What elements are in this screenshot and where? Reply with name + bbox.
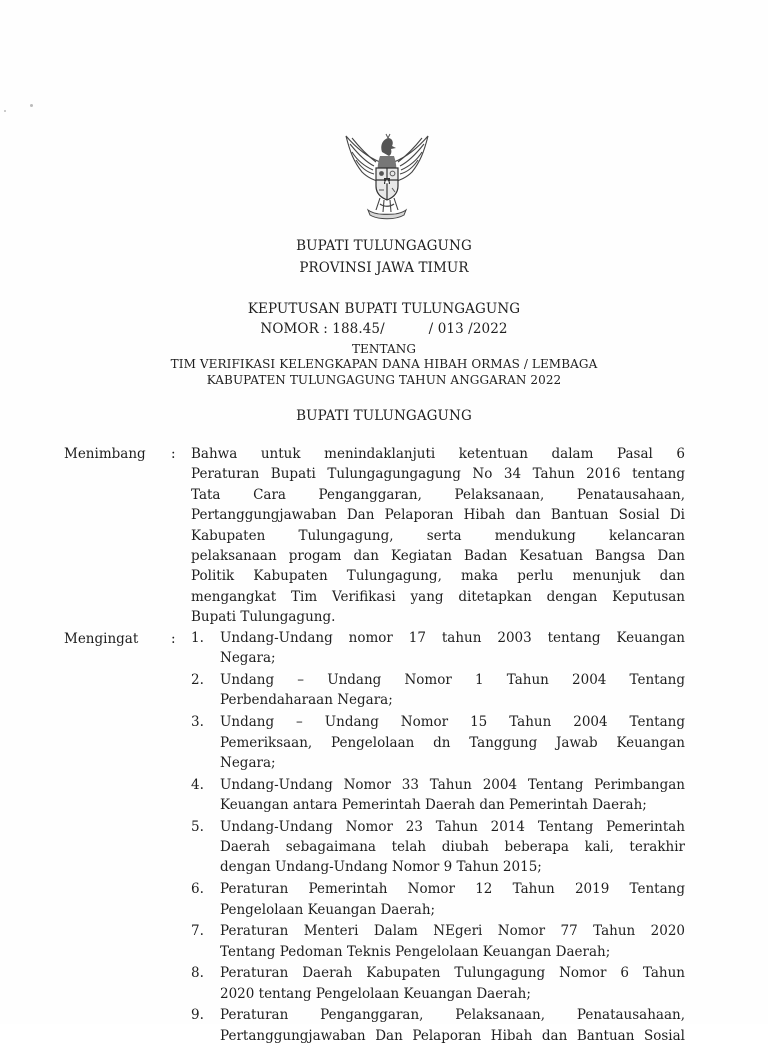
list-item-line: Undang-Undang Nomor 23 Tahun 2014 Tentang Pemerintah [220, 818, 685, 835]
list-item-line: Peraturan Penganggaran, Pelaksanaan, Penatausahaan, [220, 1007, 685, 1024]
list-item-line: 2020 tentang Pengelolaan Keuangan Daerah; [220, 985, 531, 1002]
decree-title: KEPUTUSAN BUPATI TULUNGAGUNG [247, 301, 521, 317]
list-item-line: Keuangan antara Pemerintah Daerah dan Pemerintah Daerah; [220, 797, 647, 814]
list-item [191, 712, 685, 773]
menimbang-line: Politik Kabupaten Tulungagung, maka perlu menunjuk dan [191, 568, 685, 585]
list-item-line: Pertanggungjawaban Dan Pelaporan Hibah dan Bantuan Sosial [220, 1027, 685, 1044]
list-item-line: Negara; [220, 754, 276, 771]
list-item [191, 817, 685, 878]
list-item-number: 2. [191, 672, 204, 689]
list-item-line: dengan Undang-Undang Nomor 9 Tahun 2015; [220, 859, 542, 876]
decree-issuer: BUPATI TULUNGAGUNG [296, 408, 472, 424]
list-item-line: Perbendaharaan Negara; [220, 692, 393, 709]
list-item-line: Peraturan Menteri Dalam NEgeri Nomor 77 Tahun 2020 [220, 923, 685, 940]
list-item-line: Peraturan Daerah Kabupaten Tulungagung Nomor 6 Tahun [220, 965, 685, 982]
list-item [191, 963, 685, 1004]
scan-speck [30, 104, 33, 107]
list-item-number: 1. [191, 630, 204, 646]
list-item-number: 5. [191, 818, 204, 835]
list-item-line: Tentang Pedoman Teknis Pengelolaan Keuangan Daerah; [220, 943, 611, 960]
list-item [191, 879, 685, 920]
list-item-number: 4. [191, 776, 204, 793]
list-item-number: 7. [191, 923, 204, 940]
menimbang-line: Peraturan Bupati Tulungagungagung No 34 Tahun 2016 tentang [191, 466, 685, 483]
menimbang-text [191, 444, 685, 628]
mengingat-label: Mengingat [64, 631, 139, 647]
menimbang-line: Pertanggungjawaban Dan Pelaporan Hibah dan Bantuan Sosial Di [191, 507, 685, 524]
list-item-line: Undang-Undang nomor 17 tahun 2003 tentang Keuangan [220, 630, 685, 646]
list-item-line: Daerah sebagaimana telah diubah beberapa kali, terakhir [220, 839, 685, 856]
list-item-line: Pengelolaan Keuangan Daerah; [220, 901, 436, 918]
list-item-number: 3. [191, 714, 204, 731]
list-item-number: 9. [191, 1007, 204, 1024]
list-item [191, 628, 685, 669]
decree-subject-line-1: TIM VERIFIKASI KELENGKAPAN DANA HIBAH ORMAS / LEMBAGA [170, 357, 598, 371]
menimbang-line: Kabupaten Tulungagung, serta mendukung kelancaran [191, 527, 685, 544]
list-item-line: Undang – Undang Nomor 15 Tahun 2004 Tentang [220, 714, 685, 731]
list-item-line: Undang – Undang Nomor 1 Tahun 2004 Tentang [220, 672, 685, 689]
menimbang-line: mengangkat Tim Verifikasi yang ditetapkan dengan Keputusan [191, 588, 685, 605]
list-item [191, 921, 685, 962]
decree-about: TENTANG [351, 342, 417, 356]
list-item [191, 670, 685, 711]
header-line-province: PROVINSI JAWA TIMUR [299, 260, 469, 276]
garuda-emblem-icon [340, 128, 434, 220]
list-item-line: Pemeriksaan, Pengelolaan dn Tanggung Jawab Keuangan [220, 734, 685, 751]
mengingat-list [191, 628, 685, 1047]
list-item-number: 6. [191, 881, 204, 898]
scan-speck [4, 110, 6, 112]
list-item-line: Undang-Undang Nomor 33 Tahun 2004 Tentang Perimbangan [220, 776, 685, 793]
menimbang-line: Tata Cara Penganggaran, Pelaksanaan, Penatausahaan, [191, 486, 685, 503]
list-item [191, 1005, 685, 1046]
decree-subject-line-2: KABUPATEN TULUNGAGUNG TAHUN ANGGARAN 2022 [206, 373, 562, 387]
mengingat-colon: : [171, 631, 176, 647]
menimbang-line: pelaksanaan progam dan Kegiatan Badan Kesatuan Bangsa Dan [191, 547, 685, 564]
menimbang-label: Menimbang [64, 446, 146, 462]
menimbang-colon: : [171, 446, 176, 462]
decree-number: NOMOR : 188.45/ / 013 /2022 [260, 321, 508, 337]
header-line-regent: BUPATI TULUNGAGUNG [296, 238, 472, 254]
menimbang-line: Bahwa untuk menindaklanjuti ketentuan dalam Pasal 6 [191, 446, 685, 462]
list-item-line: Peraturan Pemerintah Nomor 12 Tahun 2019 Tentang [220, 881, 685, 898]
menimbang-line: Bupati Tulungagung. [191, 609, 336, 626]
list-item-line: Negara; [220, 650, 276, 667]
list-item [191, 775, 685, 816]
list-item-number: 8. [191, 965, 204, 982]
